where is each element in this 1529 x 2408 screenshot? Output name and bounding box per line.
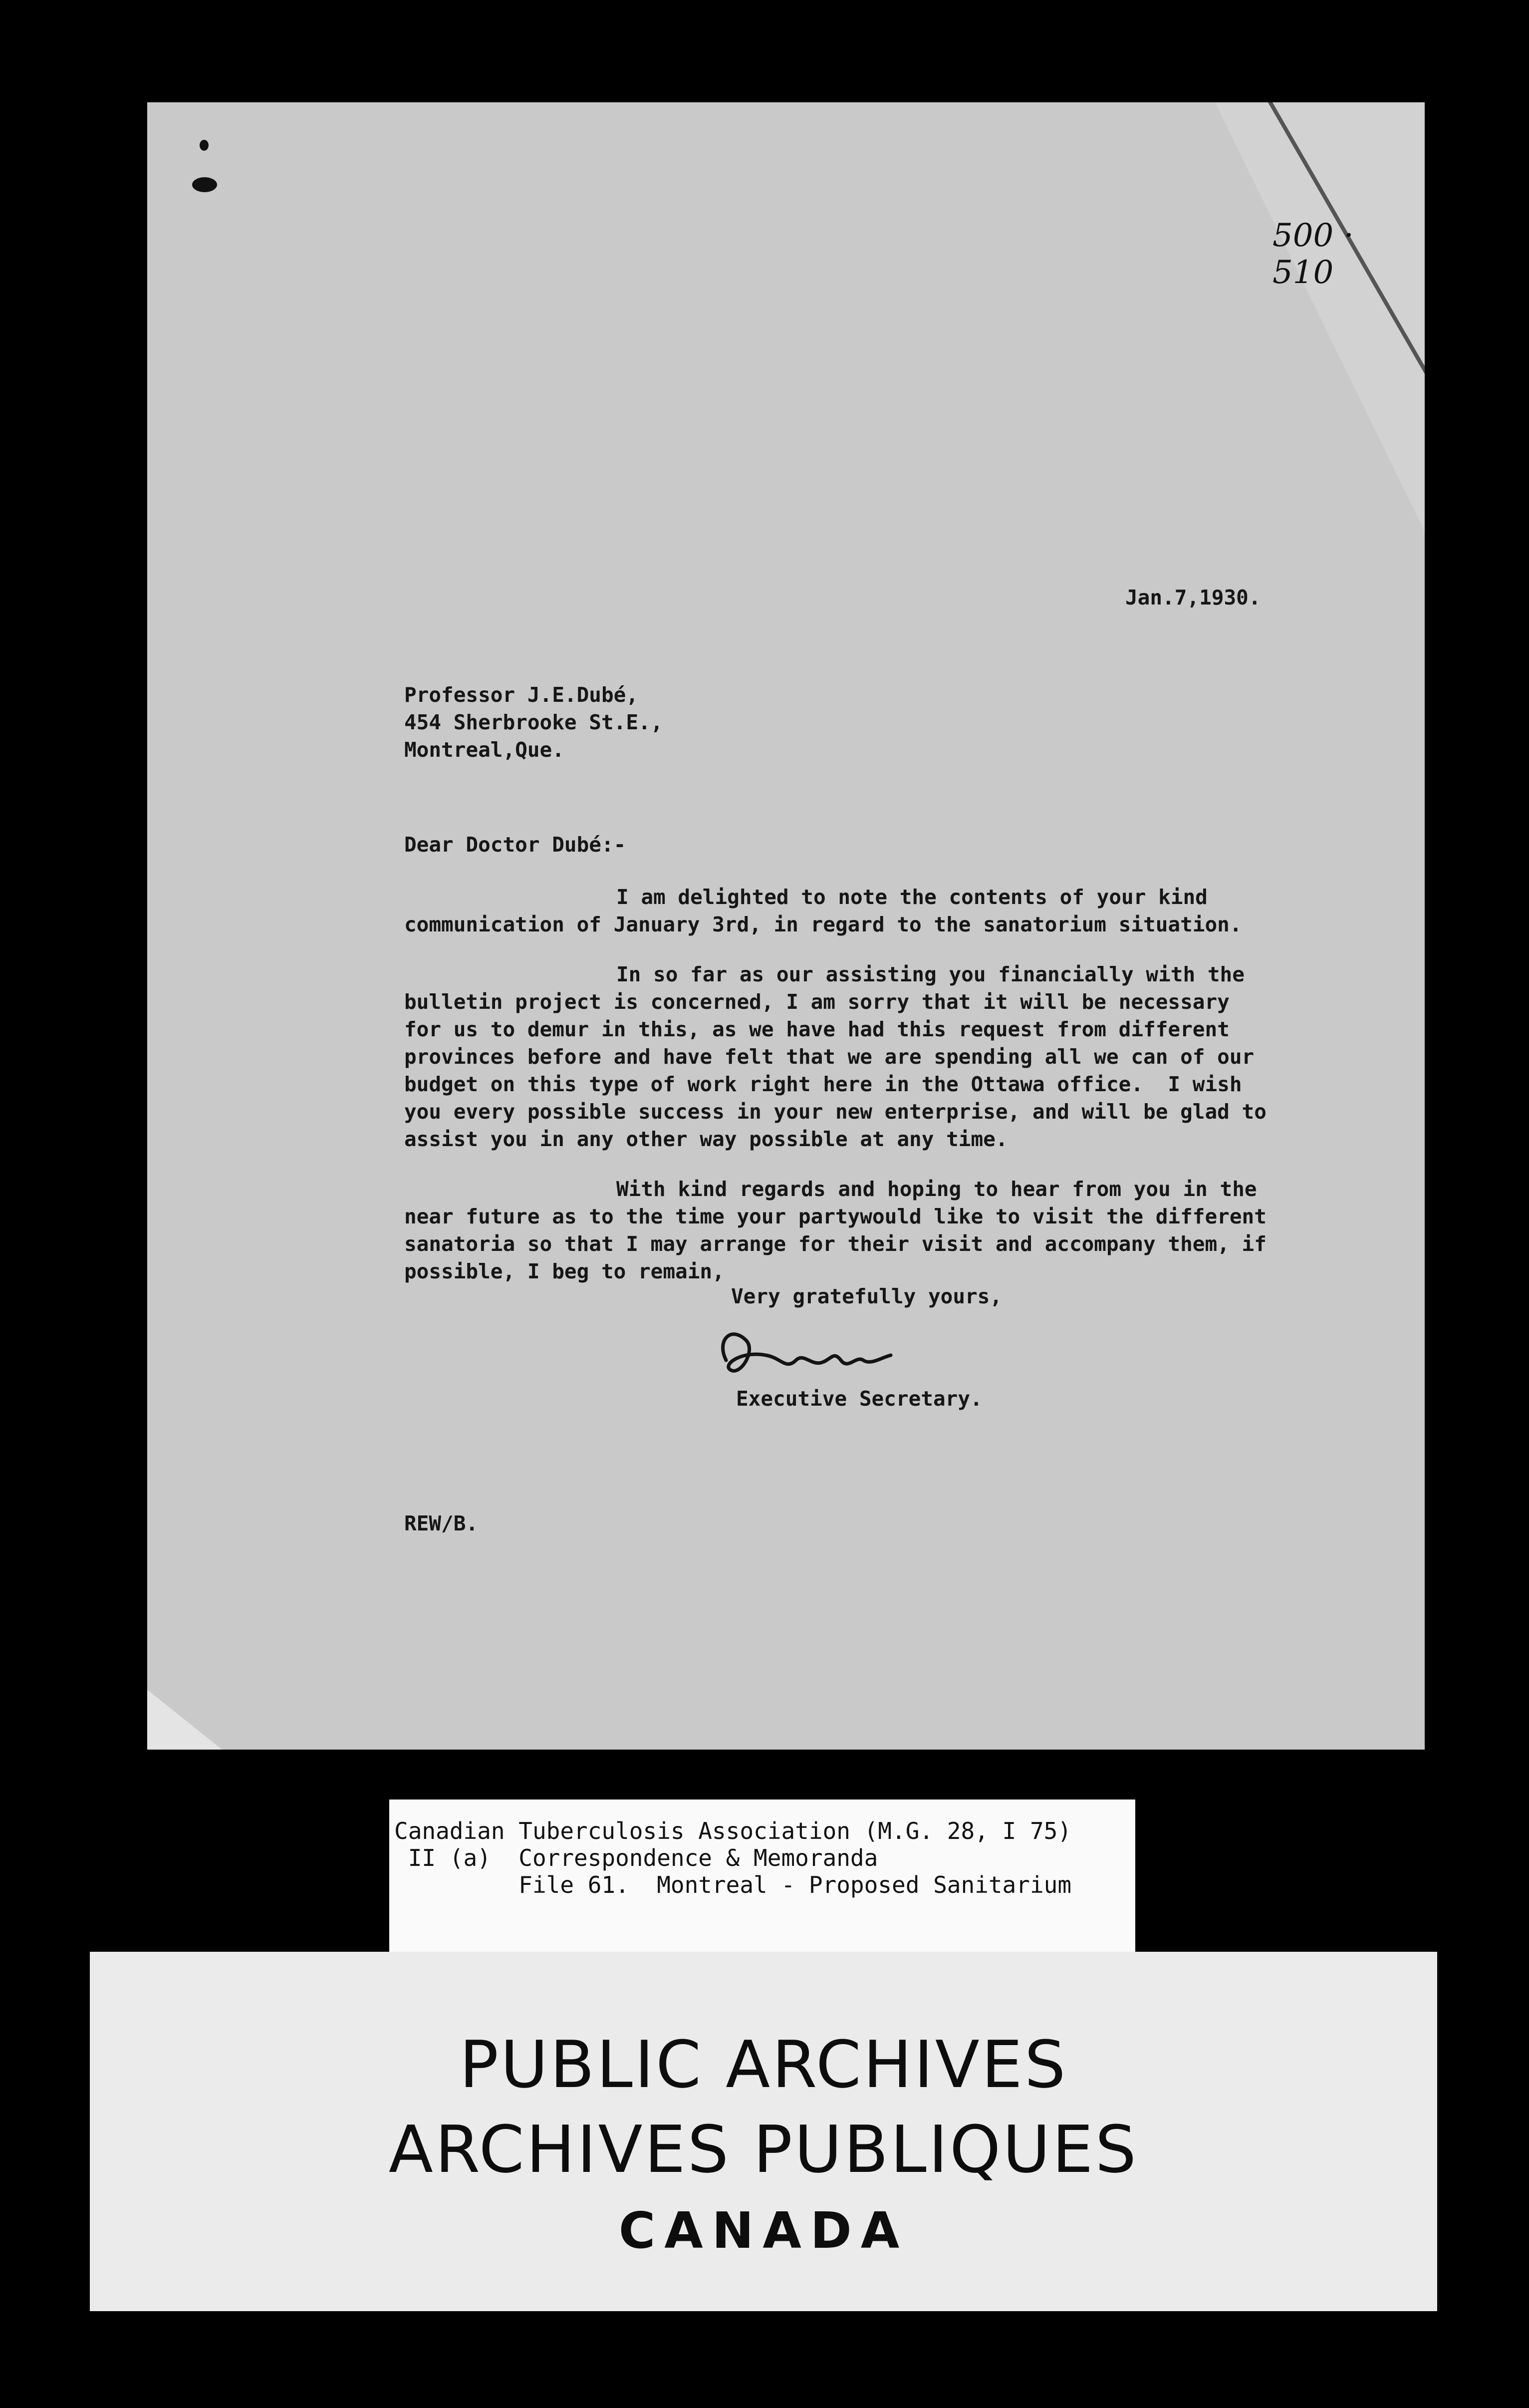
signature bbox=[711, 1320, 961, 1390]
paragraph-2-line-4: provinces before and have felt that we are spending all we can of our bbox=[404, 1045, 1255, 1069]
banner-canada: CANADA bbox=[618, 2201, 909, 2260]
paragraph-3-line-2: near future as to the time your partywould like to visit the different bbox=[404, 1204, 1267, 1228]
paragraph-2-line-5: budget on this type of work right here in the Ottawa office. I wish bbox=[404, 1072, 1242, 1096]
banner-archives-publiques: ARCHIVES PUBLIQUES bbox=[388, 2111, 1139, 2187]
label-series: II (a) Correspondence & Memoranda bbox=[394, 1844, 878, 1871]
banner-public-archives: PUBLIC ARCHIVES bbox=[459, 2027, 1068, 2103]
archives-banner bbox=[90, 1952, 1437, 2311]
paragraph-2-line-6: you every possible success in your new enterprise, and will be glad to bbox=[404, 1100, 1267, 1124]
paragraph-2-line-2: bulletin project is concerned, I am sorry that it will be necessary bbox=[404, 990, 1230, 1014]
label-collection: Canadian Tuberculosis Association (M.G. 28, I 75) bbox=[394, 1817, 1072, 1844]
label-file: File 61. Montreal - Proposed Sanitarium bbox=[394, 1871, 1072, 1898]
ink-spot bbox=[200, 140, 209, 151]
letter-page bbox=[147, 102, 1425, 1750]
signer-title: Executive Secretary. bbox=[736, 1387, 983, 1411]
folded-corner-bottom bbox=[147, 1690, 222, 1750]
salutation: Dear Doctor Dubé:- bbox=[404, 833, 626, 857]
paragraph-2-line-1: In so far as our assisting you financially with the bbox=[616, 962, 1245, 986]
paragraph-3-line-1: With kind regards and hoping to hear from you in the bbox=[616, 1177, 1257, 1201]
recipient-name: Professor J.E.Dubé, bbox=[404, 683, 638, 707]
closing: Very gratefully yours, bbox=[731, 1284, 1003, 1308]
paragraph-3-line-3: sanatoria so that I may arrange for their visit and accompany them, if bbox=[404, 1232, 1267, 1256]
letter-date: Jan.7,1930. bbox=[1125, 586, 1261, 609]
archive-reference-label bbox=[389, 1800, 1135, 1954]
typist-initials: REW/B. bbox=[404, 1511, 479, 1535]
recipient-city: Montreal,Que. bbox=[404, 738, 564, 762]
paragraph-2-line-7: assist you in any other way possible at any time. bbox=[404, 1127, 1008, 1151]
ink-spot bbox=[192, 177, 217, 192]
paragraph-2-line-3: for us to demur in this, as we have had this request from different bbox=[404, 1017, 1230, 1041]
paragraph-3-line-4: possible, I beg to remain, bbox=[404, 1259, 725, 1283]
file-number-handwritten: 500 · 510 bbox=[1273, 217, 1354, 291]
paragraph-1-line-2: communication of January 3rd, in regard to the sanatorium situation. bbox=[404, 912, 1242, 936]
recipient-street: 454 Sherbrooke St.E., bbox=[404, 710, 663, 734]
paragraph-1-line-1: I am delighted to note the contents of your kind bbox=[616, 885, 1208, 909]
